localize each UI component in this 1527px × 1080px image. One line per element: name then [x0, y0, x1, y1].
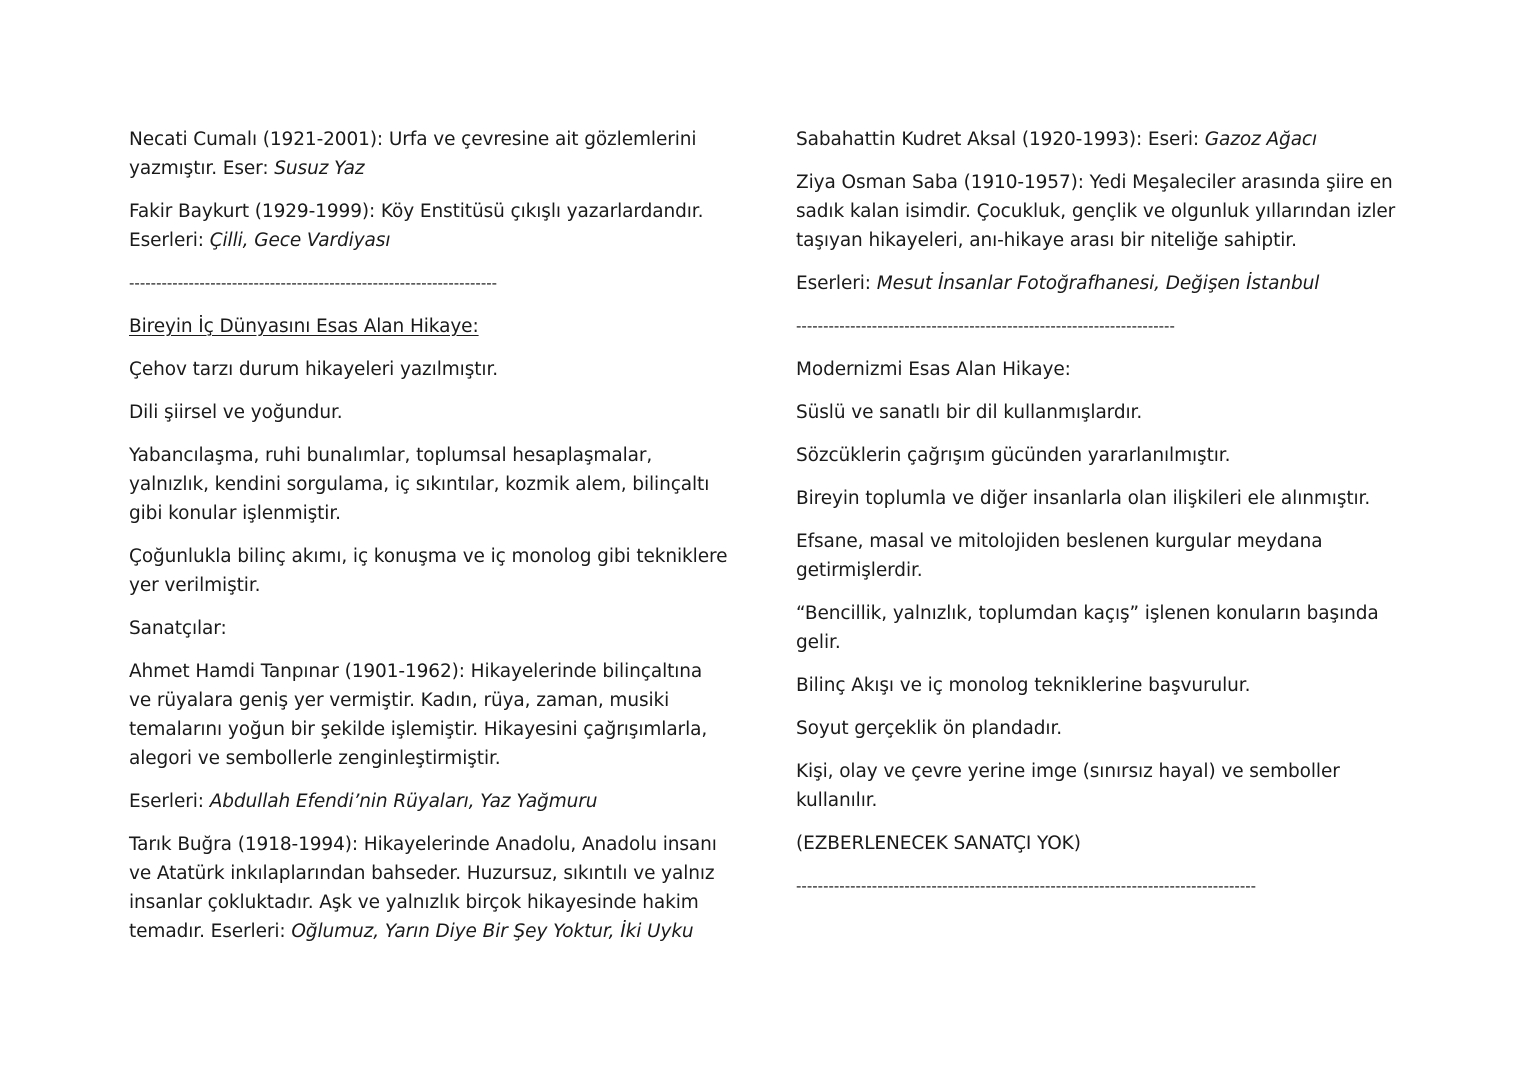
sabahattin-aksal-works: Gazoz Ağacı — [1204, 129, 1318, 150]
paragraph-language: Dili şiirsel ve yoğundur. — [129, 402, 343, 423]
divider-left-1: -------------------------------------------------------------------- — [129, 274, 498, 292]
tarik-bugra-works: Oğlumuz, Yarın Diye Bir Şey Yoktur, İki Uyku — [291, 921, 694, 942]
fakir-baykurt-works: Çilli, Gece Vardiyası — [209, 230, 391, 251]
tanpinar-works: Abdullah Efendi’nin Rüyaları, Yaz Yağmuru — [209, 791, 598, 812]
ziya-works: Mesut İnsanlar Fotoğrafhanesi, Değişen İstanbul — [876, 273, 1320, 294]
tanpinar-works-label: Eserleri: — [129, 791, 210, 812]
paragraph-techniques: Çoğunlukla bilinç akımı, iç konuşma ve iç monolog gibi tekniklere yer verilmiştir. — [129, 546, 728, 596]
section-heading-inner-world: Bireyin İç Dünyasını Esas Alan Hikaye: — [129, 316, 479, 337]
necati-cumali-paragraph — [129, 125, 729, 183]
paragraph-themes: Yabancılaşma, ruhi bunalımlar, toplumsal hesaplaşmalar, yalnızlık, kendini sorgulama, iç sıkıntılar, kozmik alem, bilinçaltı gibi konular işlenmiştir. — [129, 445, 710, 524]
tarik-bugra-text: Tarık Buğra (1918-1994): Hikayelerinde Anadolu, Anadolu insanı ve Atatürk inkılaplarından bahseder. Huzursuz, sıkıntılı ve yalnız insanlar çokluktadır. Aşk ve yalnızlık birçok hikayesinde hakim temadır. Eserleri: — [129, 834, 717, 942]
paragraph-tanpinar: Ahmet Hamdi Tanpınar (1901-1962): Hikayelerinde bilinçaltına ve rüyalara geniş yer vermiştir. Kadın, rüya, zaman, musiki temalarını yoğun bir şekilde işlemiştir. Hikayesini çağrışımlarla, alegori ve sembollerle zenginleştirmiştir. — [129, 661, 708, 769]
sabahattin-aksal-text: Sabahattin Kudret Aksal (1920-1993): Eseri: — [796, 129, 1205, 150]
tanpinar-works-paragraph — [129, 787, 729, 816]
paragraph-imagery: Kişi, olay ve çevre yerine imge (sınırsız hayal) ve semboller kullanılır. — [796, 761, 1340, 811]
section-heading-modernism: Modernizmi Esas Alan Hikaye: — [796, 359, 1071, 380]
right-column — [796, 125, 1396, 915]
paragraph-myth: Efsane, masal ve mitolojiden beslenen kurgular meydana getirmişlerdir. — [796, 531, 1323, 581]
paragraph-stream-of-consciousness: Bilinç Akışı ve iç monolog tekniklerine başvurulur. — [796, 675, 1251, 696]
ziya-osman-saba-paragraph: Ziya Osman Saba (1910-1957): Yedi Meşaleciler arasında şiire en sadık kalan isimdir. Çocukluk, gençlik ve olgunluk yıllarından izler taşıyan hikayeleri, anı-hikaye arası bir niteliğe sahiptir. — [796, 172, 1396, 251]
paragraph-relations: Bireyin toplumla ve diğer insanlarla olan ilişkileri ele alınmıştır. — [796, 488, 1371, 509]
paragraph-connotation: Sözcüklerin çağrışım gücünden yararlanılmıştır. — [796, 445, 1231, 466]
paragraph-chekhov: Çehov tarzı durum hikayeleri yazılmıştır. — [129, 359, 499, 380]
divider-right-2: ------------------------------------------------------------------------------------- — [796, 877, 1257, 895]
paragraph-no-artist: (EZBERLENECEK SANATÇI YOK) — [796, 833, 1081, 854]
ziya-osman-saba-works-paragraph — [796, 269, 1396, 298]
paragraph-ornate-language: Süslü ve sanatlı bir dil kullanmışlardır. — [796, 402, 1143, 423]
paragraph-artists-label: Sanatçılar: — [129, 618, 227, 639]
sabahattin-aksal-paragraph — [796, 125, 1396, 154]
necati-cumali-text: Necati Cumalı (1921-2001): Urfa ve çevresine ait gözlemlerini yazmıştır. Eser: — [129, 129, 697, 179]
ziya-works-label: Eserleri: — [796, 273, 877, 294]
tarik-bugra-paragraph — [129, 830, 729, 946]
fakir-baykurt-paragraph — [129, 197, 729, 255]
divider-right-1: ---------------------------------------------------------------------- — [796, 317, 1175, 335]
fakir-baykurt-text: Fakir Baykurt (1929-1999): Köy Enstitüsü çıkışlı yazarlardandır. Eserleri: — [129, 201, 704, 251]
necati-cumali-works: Susuz Yaz — [274, 158, 365, 179]
paragraph-abstract-reality: Soyut gerçeklik ön plandadır. — [796, 718, 1063, 739]
left-column — [129, 125, 729, 960]
paragraph-selfishness: “Bencillik, yalnızlık, toplumdan kaçış” işlenen konuların başında gelir. — [796, 603, 1379, 653]
